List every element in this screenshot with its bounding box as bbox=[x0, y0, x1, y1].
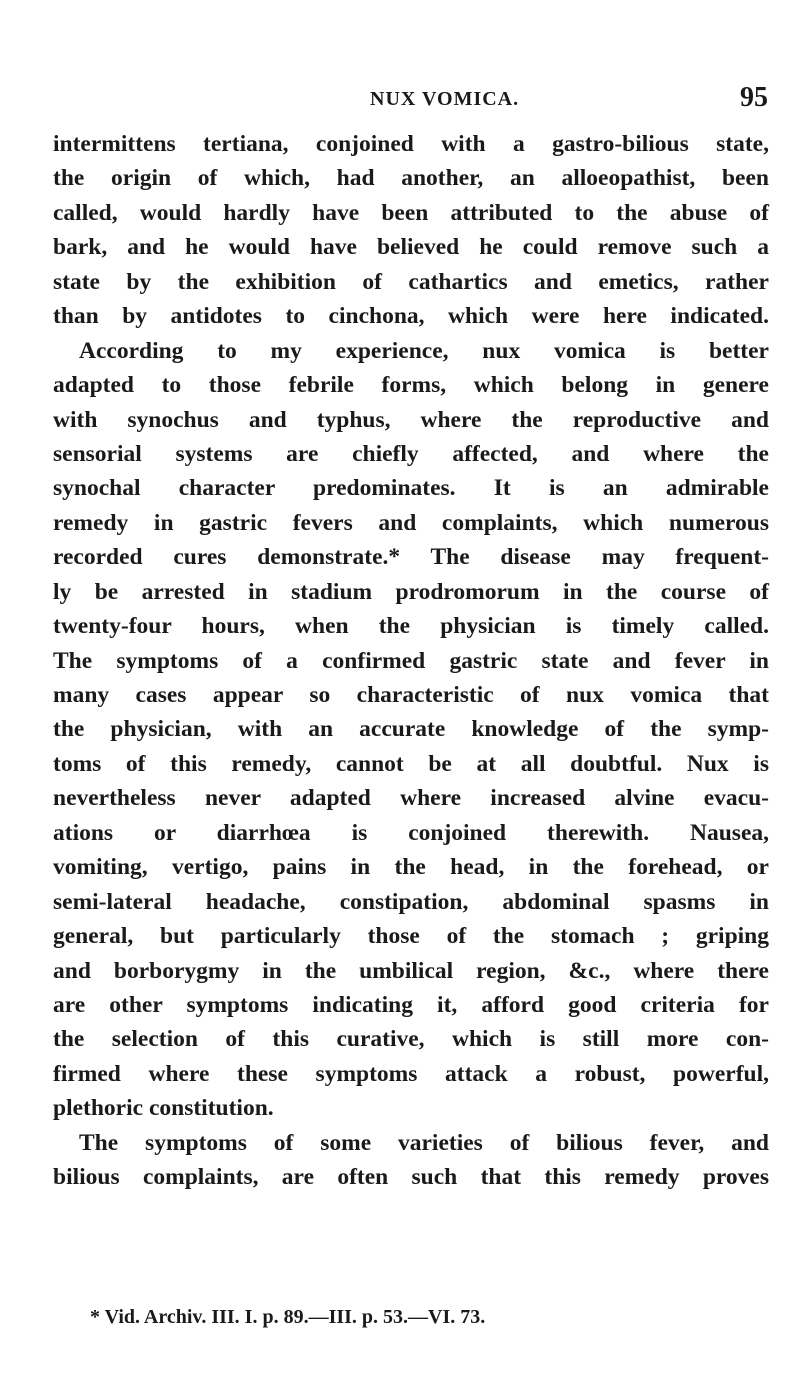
text-line: bilious complaints, are often such that this remedy proves bbox=[53, 1164, 769, 1191]
text-line: sensorial systems are chiefly affected, and where the bbox=[53, 440, 769, 467]
text-line: intermittens tertiana, conjoined with a gastro-bilious state, bbox=[53, 131, 769, 157]
text-line: remedy in gastric fevers and complaints, which numerous bbox=[53, 509, 769, 536]
text-line: and borborygmy in the umbilical region, &c., where there bbox=[53, 957, 769, 984]
text-line: synochal character predominates. It is an admirable bbox=[53, 475, 769, 502]
text-line: The symptoms of some varieties of bilious fever, and bbox=[79, 1129, 769, 1156]
text-line: semi-lateral headache, constipation, abdominal spasms in bbox=[53, 888, 769, 915]
text-line: the selection of this curative, which is still more con- bbox=[53, 1026, 769, 1053]
text-line: twenty-four hours, when the physician is timely called. bbox=[53, 613, 769, 640]
text-line: with synochus and typhus, where the reproductive and bbox=[53, 406, 769, 433]
text-line: firmed where these symptoms attack a robust, powerful, bbox=[53, 1060, 769, 1087]
text-line: recorded cures demonstrate.* The disease may frequent- bbox=[53, 544, 769, 571]
footnote: * Vid. Archiv. III. I. p. 89.—III. p. 53.—VI. 73. bbox=[90, 1306, 486, 1328]
text-line: plethoric constitution. bbox=[53, 1095, 274, 1122]
text-line: ly be arrested in stadium prodromorum in the course of bbox=[53, 578, 769, 605]
text-line: bark, and he would have believed he could remove such a bbox=[53, 234, 769, 261]
text-line: state by the exhibition of cathartics and emetics, rather bbox=[53, 268, 769, 295]
running-head bbox=[50, 82, 768, 118]
running-title: NUX VOMICA. bbox=[370, 88, 520, 110]
text-line: vomiting, vertigo, pains in the head, in the forehead, or bbox=[53, 854, 769, 881]
text-line: adapted to those febrile forms, which belong in genere bbox=[53, 372, 769, 399]
text-line: called, would hardly have been attributed to the abuse of bbox=[53, 199, 769, 226]
text-line: the physician, with an accurate knowledge of the symp- bbox=[53, 716, 769, 743]
text-line: than by antidotes to cinchona, which were here indicated. bbox=[53, 303, 769, 330]
page-number: 95 bbox=[740, 82, 768, 113]
text-line: many cases appear so characteristic of nux vomica that bbox=[53, 682, 769, 708]
text-line: are other symptoms indicating it, afford good criteria for bbox=[53, 991, 769, 1018]
text-line: toms of this remedy, cannot be at all doubtful. Nux is bbox=[53, 750, 769, 777]
text-line: According to my experience, nux vomica is better bbox=[79, 337, 769, 364]
text-line: The symptoms of a confirmed gastric state and fever in bbox=[53, 647, 769, 674]
text-line: general, but particularly those of the stomach ; griping bbox=[53, 923, 769, 950]
text-line: nevertheless never adapted where increased alvine evacu- bbox=[53, 785, 769, 812]
body-text bbox=[53, 127, 769, 1195]
text-line: the origin of which, had another, an alloeopathist, been bbox=[53, 165, 769, 192]
text-line: ations or diarrhœa is conjoined therewith. Nausea, bbox=[53, 819, 769, 846]
